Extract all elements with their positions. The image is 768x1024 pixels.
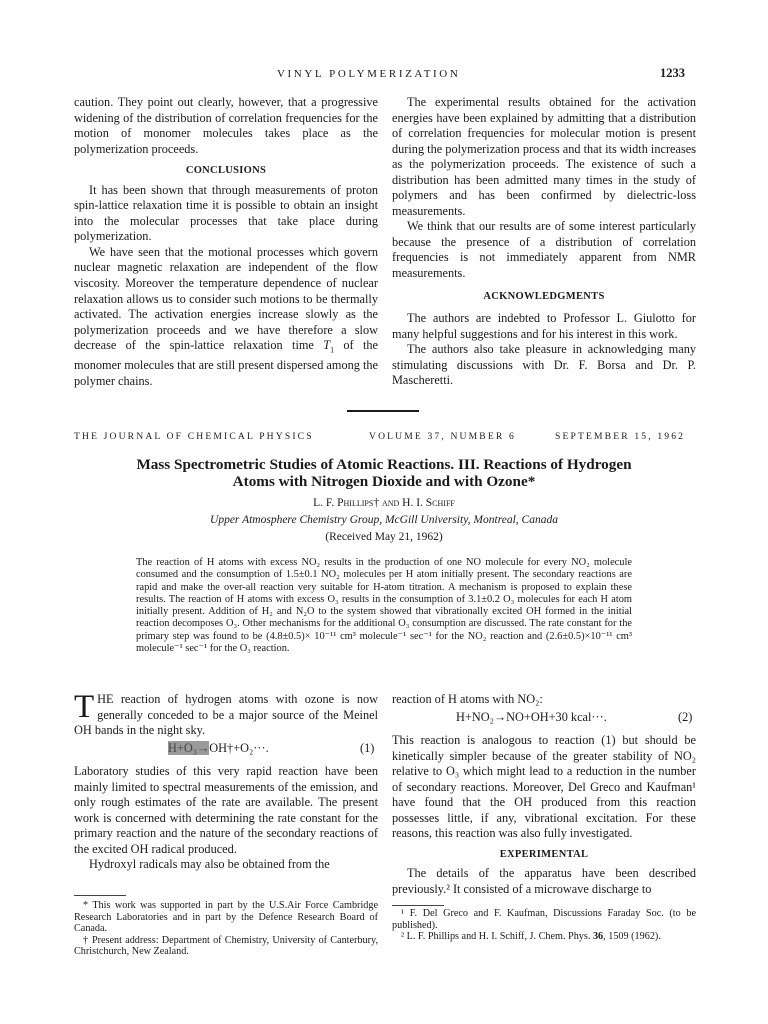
equation-1-highlight: H+O₃→ bbox=[168, 741, 210, 755]
body-right-column bbox=[392, 692, 696, 708]
prev-article-right-column bbox=[392, 95, 696, 389]
article-title-line1: Mass Spectrometric Studies of Atomic Reactions. III. Reactions of Hydrogen bbox=[136, 456, 632, 473]
paragraph: caution. They point out clearly, however, that a progressive widening of the distribution of correlation frequencies for the motion of monomer molecules takes place as the polymerization proceeds. bbox=[74, 95, 378, 156]
subscript: 1 bbox=[330, 345, 335, 355]
paragraph: We think that our results are of some interest particularly because the presence of a distribution of correlation frequencies is not immediately apparent from NMR measurements. bbox=[392, 219, 696, 281]
paragraph: The details of the apparatus have been described previously.² It consisted of a microwave discharge to bbox=[392, 866, 696, 896]
paragraph: The authors are indebted to Professor L. Giulotto for many helpful suggestions and for his interest in this work. bbox=[392, 311, 696, 341]
footnote-text: ² L. F. Phillips and H. I. Schiff, J. Chem. Phys. bbox=[401, 931, 593, 943]
footnotes-left bbox=[74, 900, 378, 958]
paragraph bbox=[74, 245, 378, 389]
journal-date: SEPTEMBER 15, 1962 bbox=[555, 431, 686, 442]
prev-article-left-column bbox=[74, 95, 378, 389]
body-left-column-cont bbox=[74, 764, 378, 873]
symbol-T: T bbox=[323, 338, 331, 353]
author-2: H. I. Schiff bbox=[402, 497, 455, 509]
drop-cap: T bbox=[74, 689, 95, 725]
paragraph: Laboratory studies of this very rapid reaction have been mainly limited to spectral measurements of the emission, and only rough estimates of the rate are available. The present work is concerned with determining the rate constant for the primary reaction and the nature of the secondary reactions of the excited OH radical produced. bbox=[74, 764, 378, 856]
paragraph: It has been shown that through measurements of proton spin-lattice relaxation time it is possible to obtain an insight into the molecular processes that take place during polymerization. bbox=[74, 182, 378, 244]
paragraph: reaction of H atoms with NO₂: bbox=[392, 692, 543, 706]
equation-1 bbox=[168, 741, 269, 756]
footnote: † Present address: Department of Chemistry, University of Canterbury, Christchurch, New Zealand. bbox=[74, 934, 378, 958]
paragraph: Hydroxyl radicals may also be obtained from the bbox=[89, 857, 330, 872]
paragraph-text: of the monomer molecules that are still present dispersed among the polymer chains. bbox=[74, 338, 378, 388]
section-heading-conclusions: CONCLUSIONS bbox=[185, 165, 267, 177]
section-heading-acknowledgments: ACKNOWLEDGMENTS bbox=[483, 290, 605, 302]
equation-1-text: OH†+O₂···. bbox=[209, 741, 269, 755]
section-heading-experimental: EXPERIMENTAL bbox=[499, 848, 589, 860]
received-date: (Received May 21, 1962) bbox=[325, 531, 443, 543]
footnotes-right bbox=[392, 908, 696, 943]
running-title: VINYL POLYMERIZATION bbox=[277, 68, 461, 80]
equation-2: H+NO₂→NO+OH+30 kcal···. bbox=[456, 710, 607, 724]
paragraph: The authors also take pleasure in acknowledging many stimulating discussions with Dr. F. Borsa and Dr. P. Mascheretti. bbox=[392, 342, 696, 388]
footnote-volume: 36 bbox=[592, 931, 604, 943]
authors bbox=[60, 497, 708, 509]
journal-volume: VOLUME 37, NUMBER 6 bbox=[369, 431, 516, 442]
equation-2-number: (2) bbox=[678, 710, 693, 724]
footnote bbox=[392, 931, 696, 943]
author-conjunction: and bbox=[379, 497, 403, 509]
author-1-mark: † bbox=[373, 497, 380, 509]
paragraph-text: We have seen that the motional processes which govern nuclear magnetic relaxation are independent of the flow viscosity. Moreover the temperature dependence of nuclear relaxation allows us to consider such motions to be thermally activated. The activation energies increase slowly as the polymerization proceeds and we have therefore a slow decrease of the spin-lattice relaxation time bbox=[74, 244, 378, 353]
abstract: The reaction of H atoms with excess NO₂ results in the production of one NO molecule for every NO₂ molecule consumed and the consumption of 1.5±0.1 NO₂ molecules per H atom initially present. The secondary reactions are rapid and make the over-all reaction very suitable for H-atom titration. A mechanism is proposed to explain these results. The reaction of H atoms with excess O₃ results in the consumption of 3.1±0.2 O₃ molecules for each H atom initially present. Addition of H₂ and N₂O to the system showed that vibrationally excited OH formed in the initial reaction decomposes O₃. Other mechanisms for the additional O₃ consumption are discussed. The rate constant for the primary step was found to be (4.8±0.5)× 10⁻¹¹ cm³ molecule⁻¹ sec⁻¹ for the NO₂ reaction and (2.6±0.5)×10⁻¹¹ cm³ molecule⁻¹ sec⁻¹ for the O₃ reaction. bbox=[136, 557, 632, 655]
paragraph-text: HE reaction of hydrogen atoms with ozone is now generally conceded to be a major source of the Meinel OH bands in the night sky. bbox=[74, 692, 378, 738]
article-title-line2: Atoms with Nitrogen Dioxide and with Ozone* bbox=[232, 473, 536, 490]
footnote: ¹ F. Del Greco and F. Kaufman, Discussions Faraday Soc. (to be published). bbox=[392, 908, 696, 931]
article-end-rule bbox=[347, 410, 419, 412]
author-1: L. F. Phillips bbox=[313, 497, 374, 509]
footnote-rule bbox=[392, 905, 444, 906]
footnote-text: , 1509 (1962). bbox=[603, 931, 661, 943]
journal-name: THE JOURNAL OF CHEMICAL PHYSICS bbox=[74, 431, 314, 442]
equation-1-number: (1) bbox=[360, 741, 375, 755]
body-right-column-cont bbox=[392, 733, 696, 897]
page-number: 1233 bbox=[660, 66, 685, 80]
paragraph: This reaction is analogous to reaction (1) but should be kinetically simpler because of the greater stability of NO₂ relative to O₃ which might lead to a reduction in the number of secondary reactions. Moreover, Del Greco and Kaufman¹ have found that the OH produced from this reaction possesses little, if any, vibrational excitation. For these reasons, this reaction was also fully investigated. bbox=[392, 733, 696, 841]
footnote-rule bbox=[74, 895, 126, 896]
footnote: * This work was supported in part by the U.S.Air Force Cambridge Research Laboratories and in part by the Defence Research Board of Canada. bbox=[74, 900, 378, 935]
body-left-column bbox=[74, 689, 378, 739]
paragraph-intro bbox=[74, 689, 378, 739]
paragraph: The experimental results obtained for the activation energies have been explained by admitting that a distribution of correlation frequencies for molecular motion is present during the polymerization process and that its width increases as the polymerization proceeds. The existence of such a distribution has been admitted many times in the study of polymers and has been confirmed by dielectric-loss measurements. bbox=[392, 95, 696, 218]
affiliation: Upper Atmosphere Chemistry Group, McGill University, Montreal, Canada bbox=[210, 514, 558, 526]
